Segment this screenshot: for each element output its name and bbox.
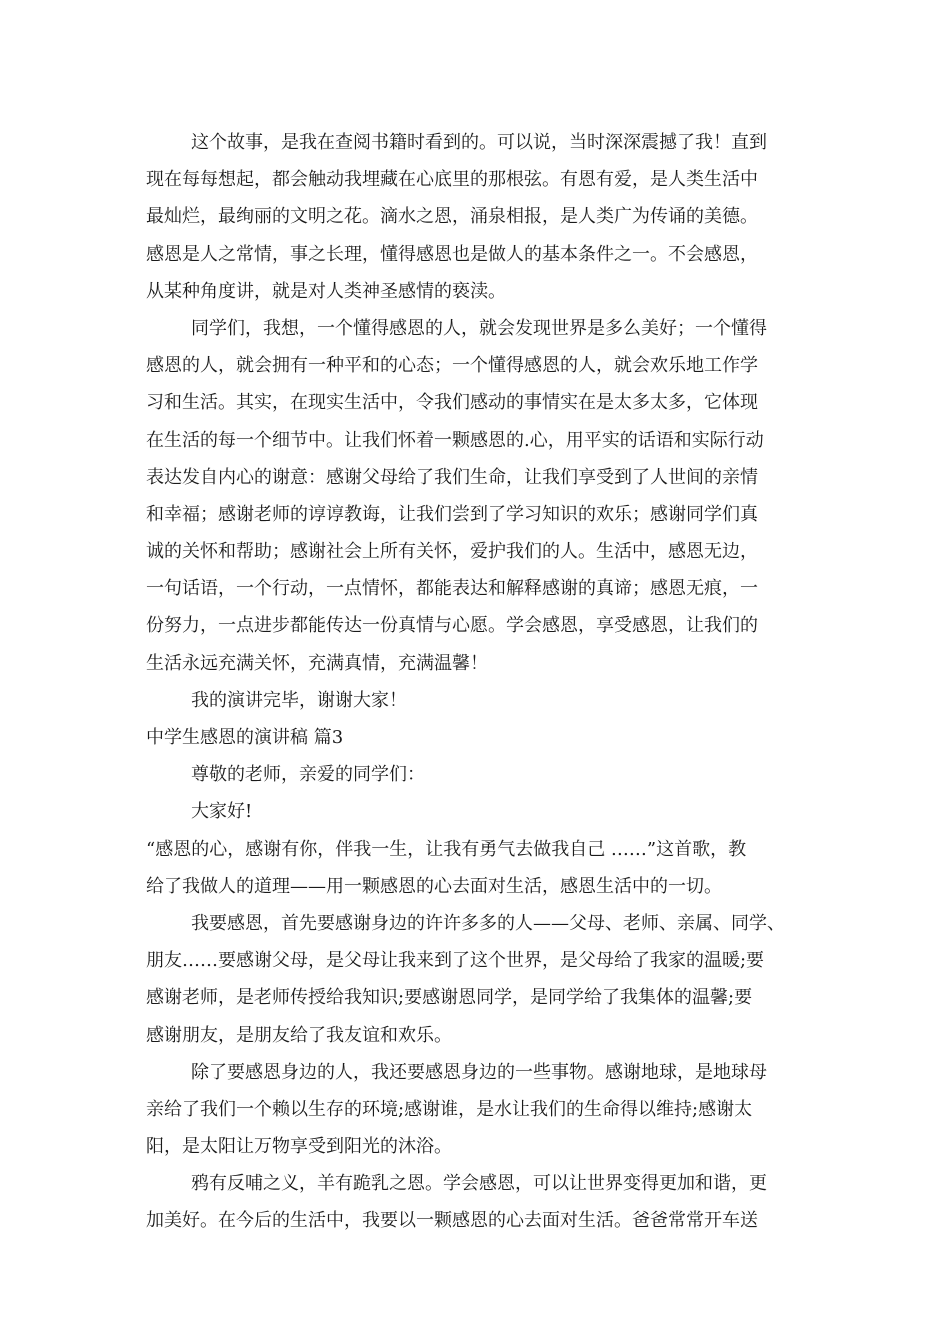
- text-line: 份努力，一点进步都能传达一份真情与心愿。学会感恩，享受感恩，让我们的: [146, 615, 758, 637]
- text-line: 最灿烂，最绚丽的文明之花。滴水之恩，涌泉相报，是人类广为传诵的美德。: [146, 206, 758, 228]
- text-line: 诚的关怀和帮助；感谢社会上所有关怀，爱护我们的人。生活中，感恩无边，: [146, 541, 758, 563]
- text-line: 同学们，我想，一个懂得感恩的人，就会发现世界是多么美好；一个懂得: [191, 317, 767, 339]
- text-line: 鸦有反哺之义，羊有跪乳之恩。学会感恩，可以让世界变得更加和谐，更: [191, 1173, 767, 1195]
- text-line: 感恩是人之常情，事之长理，懂得感恩也是做人的基本条件之一。不会感恩，: [146, 243, 758, 265]
- text-line: 感谢老师，是老师传授给我知识;要感谢恩同学，是同学给了我集体的温馨;要: [146, 987, 753, 1009]
- text-line: 和幸福；感谢老师的谆谆教诲，让我们尝到了学习知识的欢乐；感谢同学们真: [146, 503, 758, 525]
- text-line: 习和生活。其实，在现实生活中，令我们感动的事情实在是太多太多，它体现: [146, 392, 758, 414]
- text-line: 现在每每想起，都会触动我埋藏在心底里的那根弦。有恩有爱，是人类生活中: [146, 169, 758, 191]
- text-line: 生活永远充满关怀，充满真情，充满温馨！: [146, 652, 488, 674]
- text-line: 我要感恩，首先要感谢身边的许许多多的人——父母、老师、亲属、同学、: [191, 912, 785, 934]
- text-line: 给了我做人的道理——用一颗感恩的心去面对生活，感恩生活中的一切。: [146, 875, 722, 897]
- text-line: 我的演讲完毕，谢谢大家！: [191, 689, 407, 711]
- document-body: [146, 124, 826, 1240]
- text-line: 感恩的人，就会拥有一种平和的心态；一个懂得感恩的人，就会欢乐地工作学: [146, 355, 758, 377]
- text-line: 大家好!: [191, 801, 253, 823]
- text-line: 朋友……要感谢父母，是父母让我来到了这个世界，是父母给了我家的温暖;要: [146, 950, 765, 972]
- text-line: 加美好。在今后的生活中，我要以一颗感恩的心去面对生活。爸爸常常开车送: [146, 1210, 758, 1232]
- text-line: 一句话语，一个行动，一点情怀，都能表达和解释感谢的真谛；感恩无痕，一: [146, 578, 758, 600]
- text-line: 尊敬的老师，亲爱的同学们：: [191, 764, 425, 786]
- text-line: 中学生感恩的演讲稿 篇3: [146, 727, 344, 748]
- text-line: 阳，是太阳让万物享受到阳光的沐浴。: [146, 1136, 452, 1158]
- text-line: 从某种角度讲，就是对人类神圣感情的亵渎。: [146, 280, 506, 302]
- text-line: 感谢朋友，是朋友给了我友谊和欢乐。: [146, 1024, 452, 1046]
- text-line: “感恩的心，感谢有你，伴我一生，让我有勇气去做我自己 ……”这首歌，教: [146, 838, 747, 860]
- text-line: 这个故事，是我在查阅书籍时看到的。可以说，当时深深震撼了我！直到: [191, 132, 767, 153]
- text-line: 亲给了我们一个赖以生存的环境;感谢谁，是水让我们的生命得以维持;感谢太: [146, 1098, 753, 1120]
- text-line: 在生活的每一个细节中。让我们怀着一颗感恩的.心，用平实的话语和实际行动: [146, 429, 764, 451]
- text-line: 表达发自内心的谢意：感谢父母给了我们生命，让我们享受到了人世间的亲情: [146, 466, 758, 488]
- text-line: 除了要感恩身边的人，我还要感恩身边的一些事物。感谢地球，是地球母: [191, 1061, 767, 1083]
